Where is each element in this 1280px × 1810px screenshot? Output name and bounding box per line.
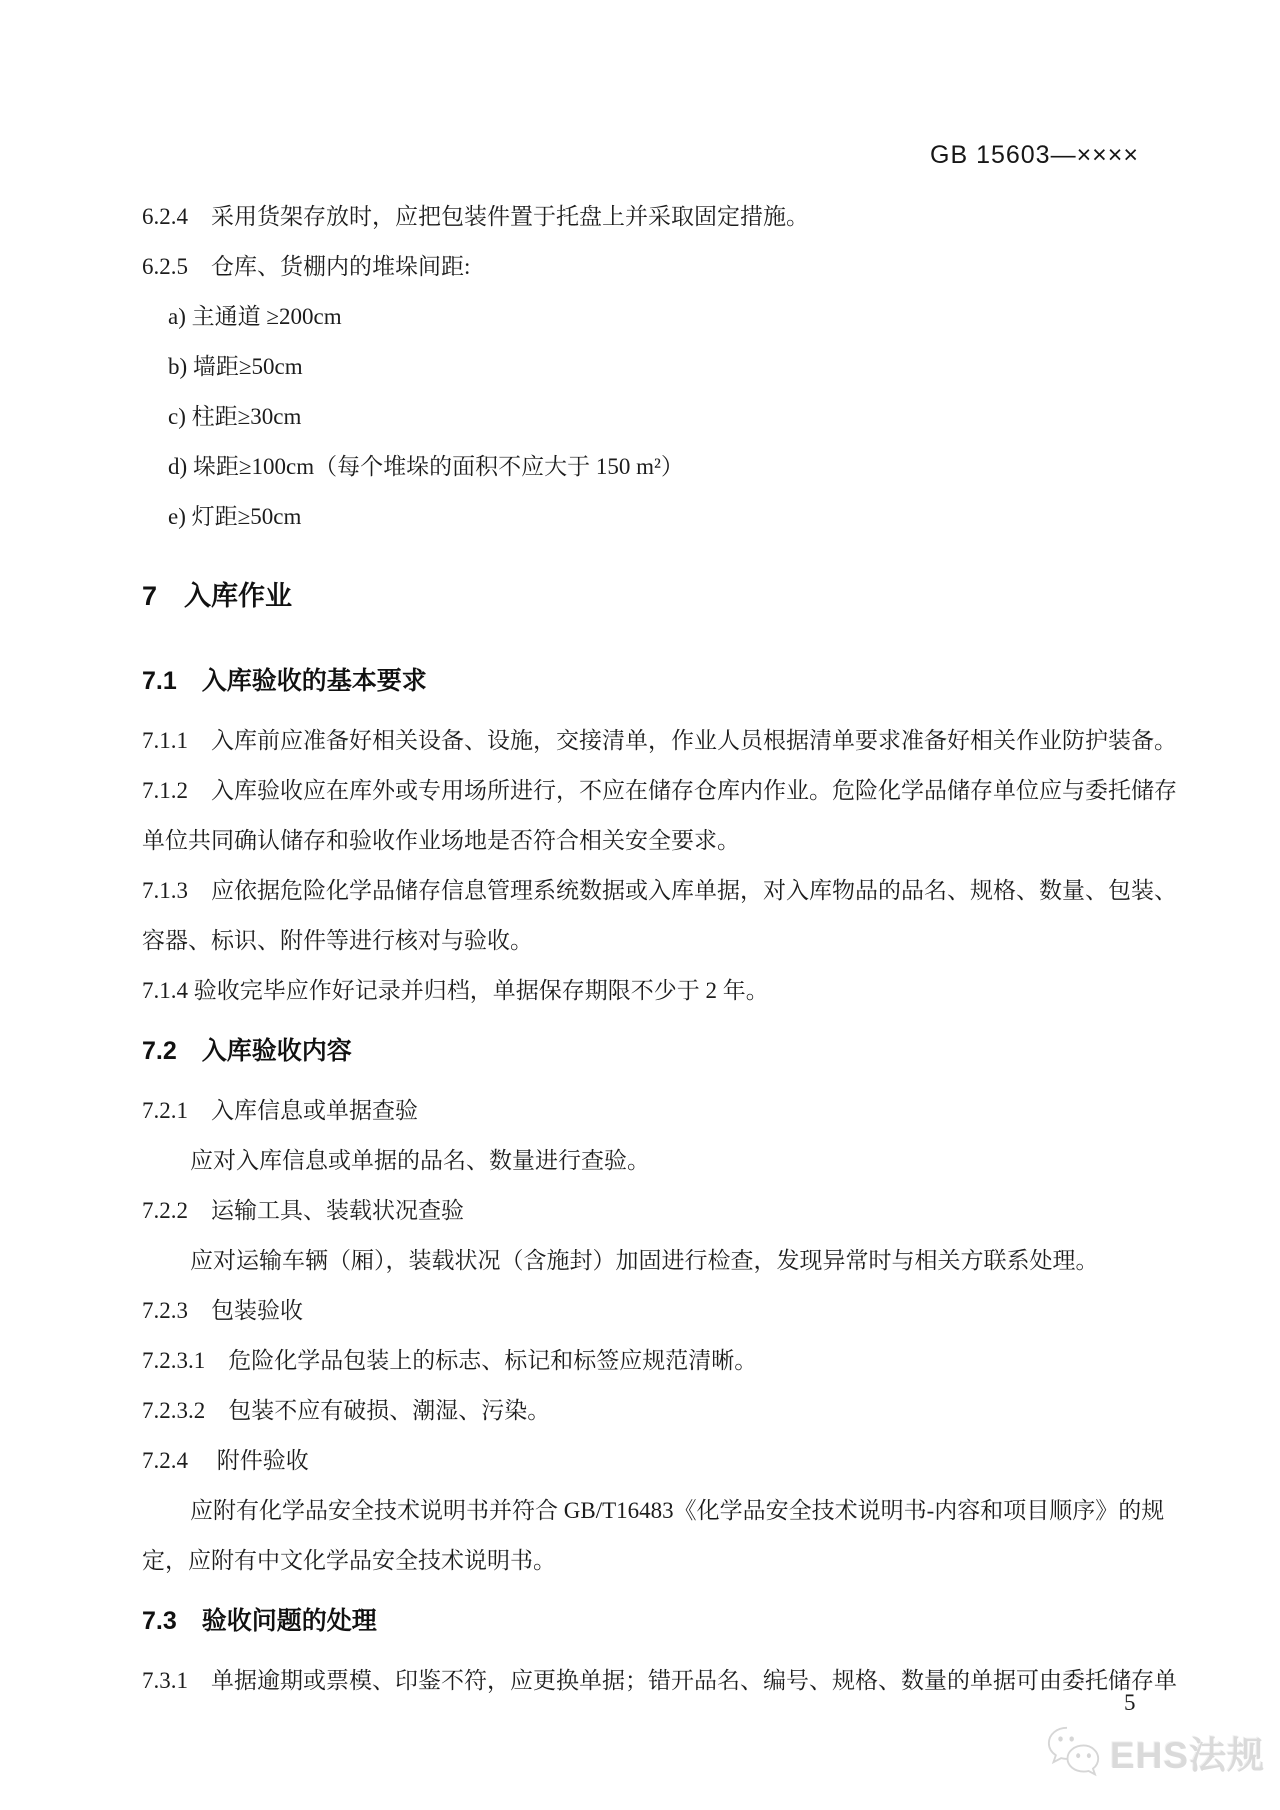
document-line: 6.2.5 仓库、货棚内的堆垛间距: [142,254,471,279]
document-line: b) 墙距≥50cm [168,354,303,379]
document-line: a) 主通道 ≥200cm [168,304,342,329]
watermark [1046,1725,1265,1779]
document-line: 7.1.1 入库前应准备好相关设备、设施，交接清单，作业人员根据清单要求准备好相关作业防护装备。 [142,728,1177,753]
document-line: 容器、标识、附件等进行核对与验收。 [142,928,533,953]
page-number: 5 [1124,1690,1136,1715]
document-line: 7.3.1 单据逾期或票模、印鉴不符，应更换单据；错开品名、编号、规格、数量的单据可由委托储存单 [142,1668,1177,1693]
document-line: 应对入库信息或单据的品名、数量进行查验。 [190,1148,650,1173]
document-line: 单位共同确认储存和验收作业场地是否符合相关安全要求。 [142,828,740,853]
document-line: d) 垛距≥100cm（每个堆垛的面积不应大于 150 m²） [168,454,684,479]
document-line: 7.1 入库验收的基本要求 [142,667,427,695]
document-line: e) 灯距≥50cm [168,504,302,529]
document-line: c) 柱距≥30cm [168,404,302,429]
document-line: 7.1.4 验收完毕应作好记录并归档，单据保存期限不少于 2 年。 [142,978,769,1003]
document-line: 7.1.2 入库验收应在库外或专用场所进行，不应在储存仓库内作业。危险化学品储存单位应与委托储存 [142,778,1177,803]
document-line: 7.3 验收问题的处理 [142,1607,377,1635]
document-line: 7.2.1 入库信息或单据查验 [142,1098,418,1123]
watermark-label: EHS法规 [1110,1735,1266,1776]
document-body [142,192,1217,1706]
document-line: 7 入库作业 [142,581,293,611]
document-line: 7.2.3.2 包装不应有破损、潮湿、污染。 [142,1398,551,1423]
document-line: 7.2.3 包装验收 [142,1298,303,1323]
document-line: 7.2.2 运输工具、装载状况查验 [142,1198,464,1223]
document-line: 定，应附有中文化学品安全技术说明书。 [142,1548,556,1573]
wechat-icon [1046,1725,1102,1779]
standard-code-header: GB 15603—×××× [930,141,1139,169]
document-line: 应对运输车辆（厢），装载状况（含施封）加固进行检查，发现异常时与相关方联系处理。 [190,1248,1099,1273]
document-line: 7.1.3 应依据危险化学品储存信息管理系统数据或入库单据，对入库物品的品名、规格、数量、包装、 [142,878,1177,903]
document-line: 7.2.4 附件验收 [142,1448,309,1473]
document-line: 6.2.4 采用货架存放时，应把包装件置于托盘上并采取固定措施。 [142,204,809,229]
document-line: 7.2.3.1 危险化学品包装上的标志、标记和标签应规范清晰。 [142,1348,758,1373]
document-line: 7.2 入库验收内容 [142,1037,352,1065]
document-line: 应附有化学品安全技术说明书并符合 GB/T16483《化学品安全技术说明书-内容和项目顺序》的规 [190,1498,1165,1523]
